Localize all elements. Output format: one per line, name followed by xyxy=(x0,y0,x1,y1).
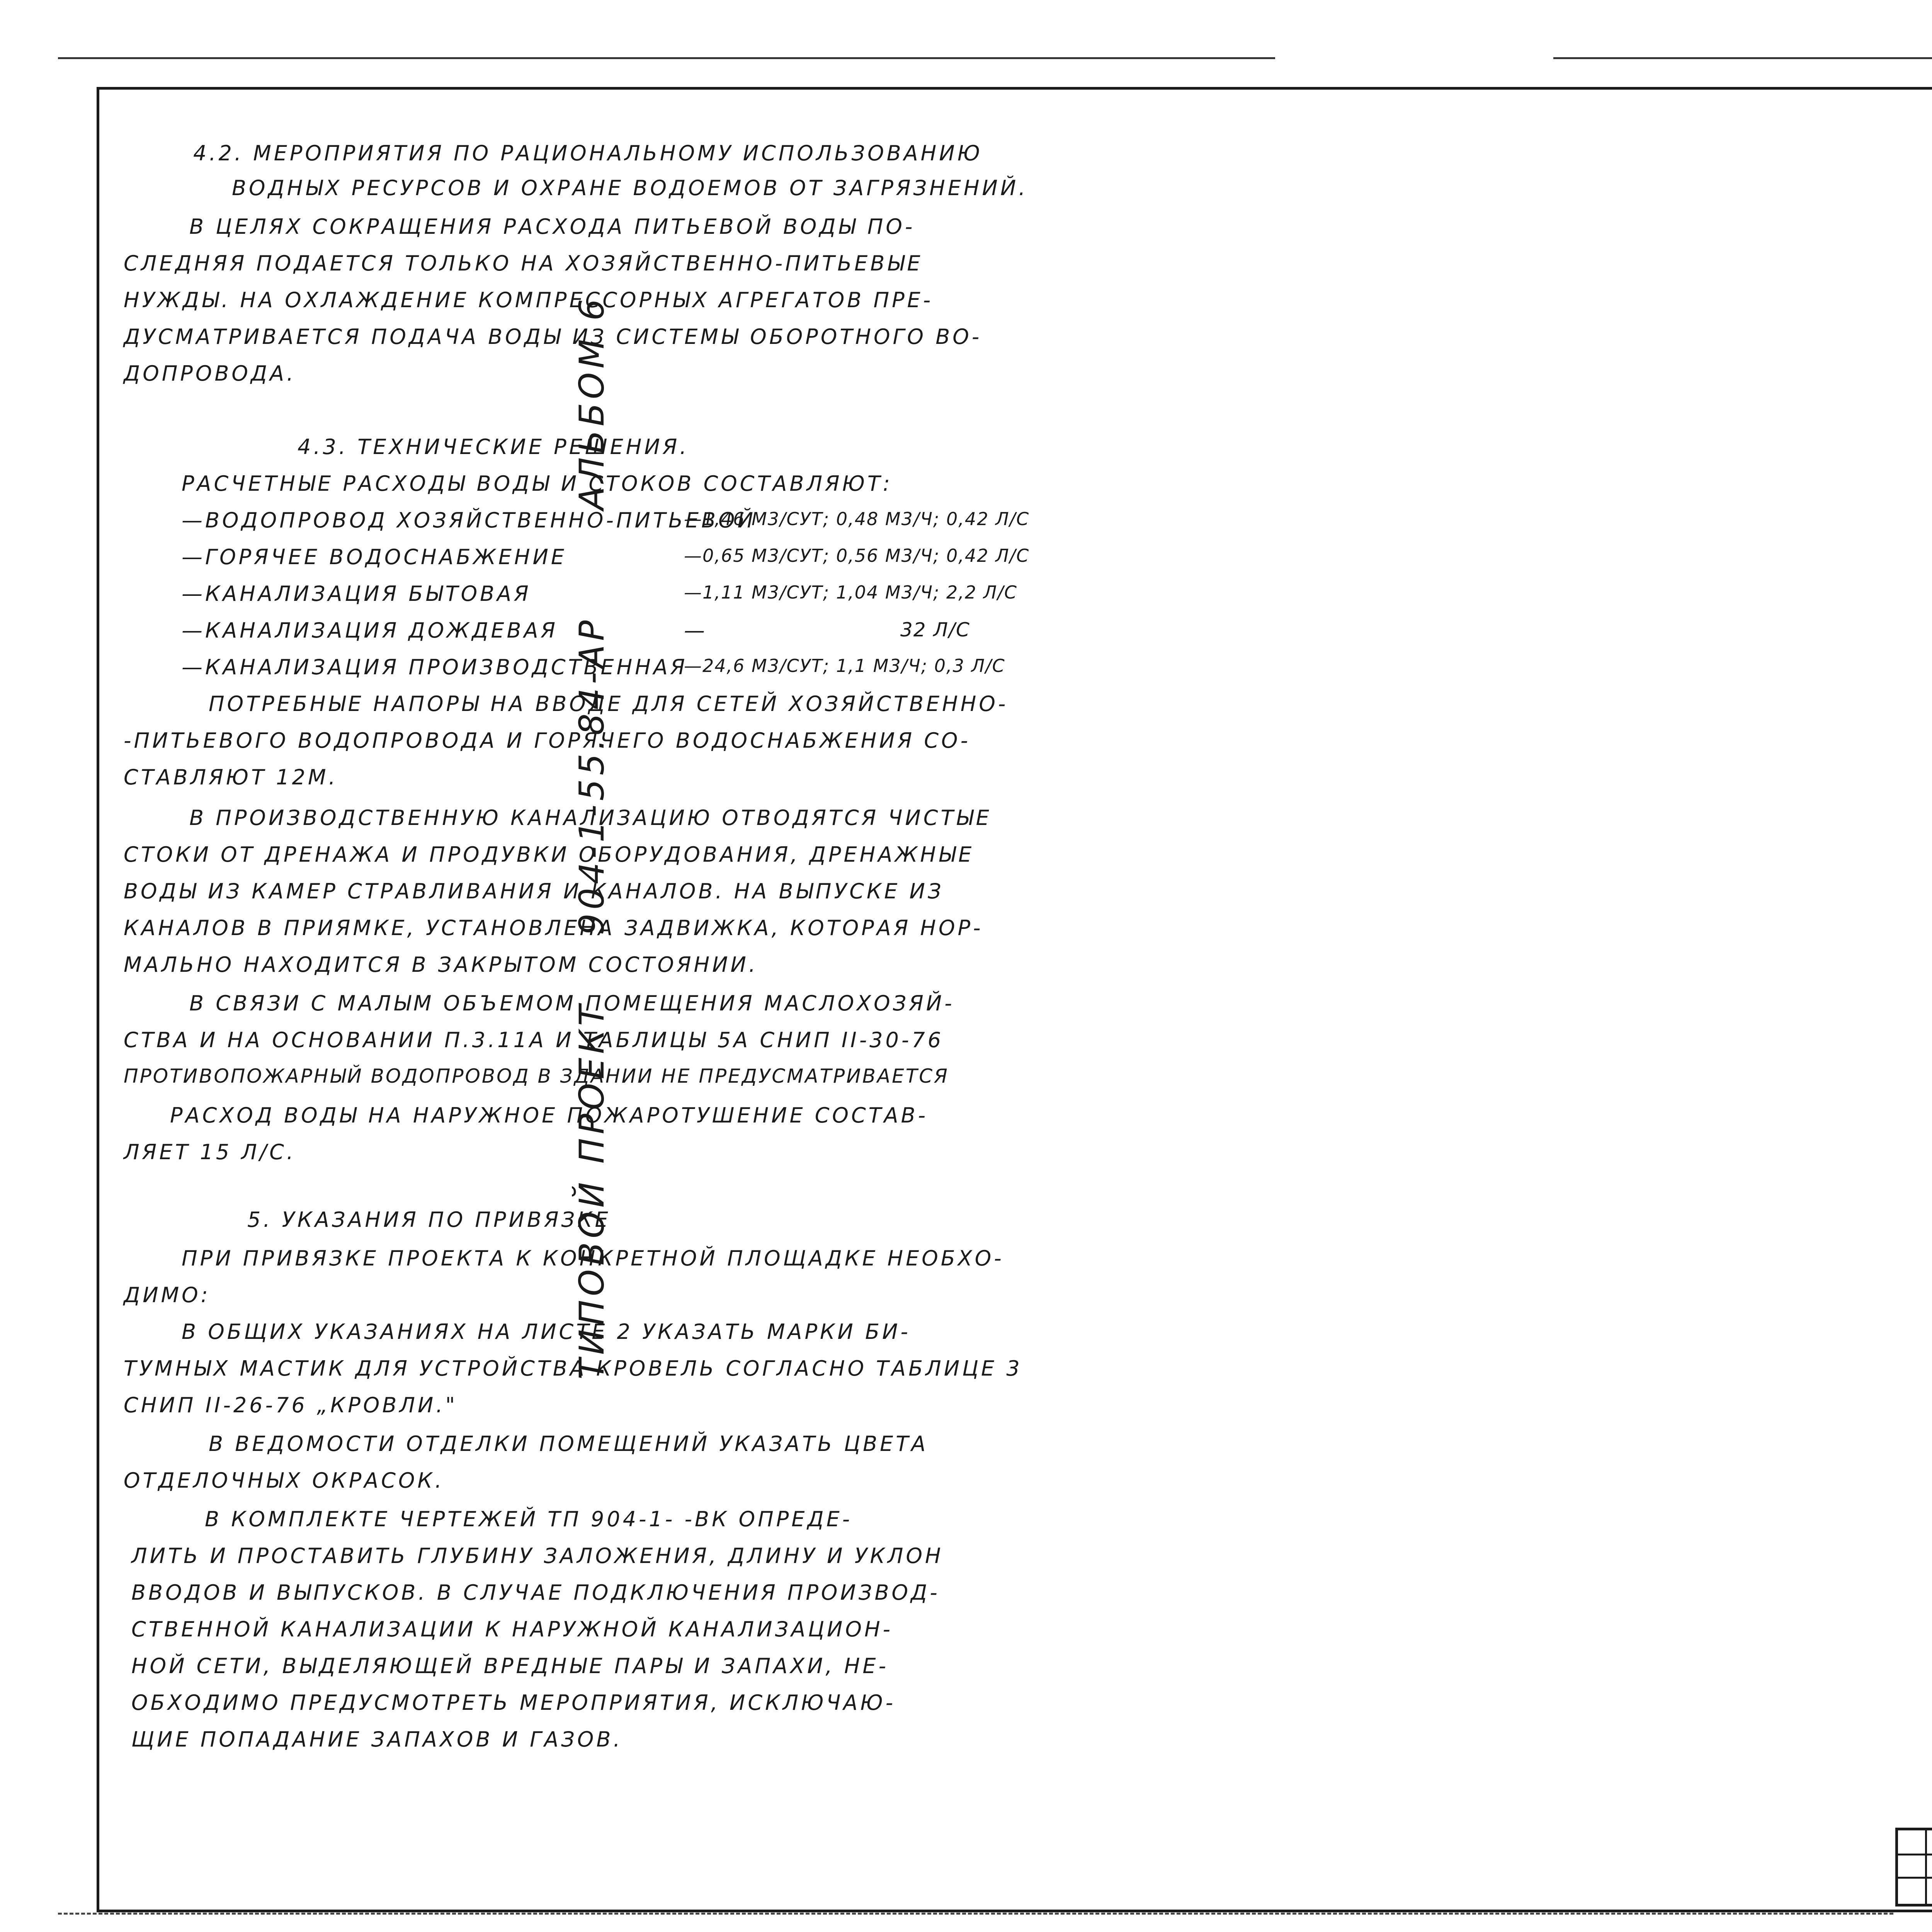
flow-row-name: —КАНАЛИЗАЦИЯ ДОЖДЕВАЯ xyxy=(182,618,558,643)
section-5-line: ЩИЕ ПОПАДАНИЕ ЗАПАХОВ И ГАЗОВ. xyxy=(131,1727,623,1752)
section-4-3-line: В ПРОИЗВОДСТВЕННУЮ КАНАЛИЗАЦИЮ ОТВОДЯТСЯ ЧИСТЫЕ xyxy=(189,806,992,830)
section-4-3-intro: РАСЧЕТНЫЕ РАСХОДЫ ВОДЫ И СТОКОВ СОСТАВЛЯЮТ: xyxy=(182,471,893,496)
top-border-line xyxy=(58,57,1275,59)
section-4-3-title: 4.3. ТЕХНИЧЕСКИЕ РЕШЕНИЯ. xyxy=(298,435,689,459)
section-4-3-line: ВОДЫ ИЗ КАМЕР СТРАВЛИВАНИЯ И КАНАЛОВ. НА ВЫПУСКЕ ИЗ xyxy=(124,879,944,903)
section-4-3-line: ПРОТИВОПОЖАРНЫЙ ВОДОПРОВОД В ЗДАНИИ НЕ ПРЕДУСМАТРИВАЕТСЯ xyxy=(124,1065,949,1087)
flow-row-value: —24,6 М3/СУТ; 1,1 М3/Ч; 0,3 Л/С xyxy=(684,655,1005,676)
section-4-2-line: ДУСМАТРИВАЕТСЯ ПОДАЧА ВОДЫ ИЗ СИСТЕМЫ ОБОРОТНОГО ВО- xyxy=(124,325,982,349)
section-4-2-title-1: 4.2. МЕРОПРИЯТИЯ ПО РАЦИОНАЛЬНОМУ ИСПОЛЬЗОВАНИЮ xyxy=(193,141,983,165)
section-4-3-line: МАЛЬНО НАХОДИТСЯ В ЗАКРЫТОМ СОСТОЯНИИ. xyxy=(124,952,759,977)
section-4-3-line: ЛЯЕТ 15 Л/С. xyxy=(124,1140,296,1164)
section-5-line: ОТДЕЛОЧНЫХ ОКРАСОК. xyxy=(124,1468,444,1493)
sidebar-code: 904-1-55.84-АР xyxy=(572,616,612,935)
section-5-line: В ОБЩИХ УКАЗАНИЯХ НА ЛИСТЕ 2 УКАЗАТЬ МАРКИ БИ- xyxy=(182,1320,911,1344)
flow-row-name: —ВОДОПРОВОД ХОЗЯЙСТВЕННО-ПИТЬЕВОЙ xyxy=(182,508,756,532)
section-5-line: ЛИТЬ И ПРОСТАВИТЬ ГЛУБИНУ ЗАЛОЖЕНИЯ, ДЛИНУ И УКЛОН xyxy=(131,1544,944,1568)
section-4-2-line: НУЖДЫ. НА ОХЛАЖДЕНИЕ КОМПРЕССОРНЫХ АГРЕГАТОВ ПРЕ- xyxy=(124,288,934,312)
section-5-line: В КОМПЛЕКТЕ ЧЕРТЕЖЕЙ ТП 904-1- -ВК ОПРЕДЕ- xyxy=(205,1507,853,1531)
flow-row-name: —КАНАЛИЗАЦИЯ БЫТОВАЯ xyxy=(182,582,531,606)
section-4-3-line: РАСХОД ВОДЫ НА НАРУЖНОЕ ПОЖАРОТУШЕНИЕ СОСТАВ- xyxy=(170,1103,929,1128)
section-4-2-line: ДОПРОВОДА. xyxy=(124,361,296,386)
sidebar-project: ТИПОВОЙ ПРОЕКТ xyxy=(572,1001,612,1379)
section-4-2-title-2: ВОДНЫХ РЕСУРСОВ И ОХРАНЕ ВОДОЕМОВ ОТ ЗАГРЯЗНЕНИЙ. xyxy=(232,176,1028,200)
flow-row-value: —0,65 М3/СУТ; 0,56 М3/Ч; 0,42 Л/С xyxy=(684,545,1030,566)
section-4-3-line: СТОКИ ОТ ДРЕНАЖА И ПРОДУВКИ ОБОРУДОВАНИЯ, ДРЕНАЖНЫЕ xyxy=(124,842,975,867)
sidebar-album: АЛЬБОМ 6 xyxy=(572,295,612,510)
top-border-line-right xyxy=(1553,57,1932,59)
section-5-line: СТВЕННОЙ КАНАЛИЗАЦИИ К НАРУЖНОЙ КАНАЛИЗАЦИОН- xyxy=(131,1617,893,1641)
flow-row-value: —1,11 М3/СУТ; 1,04 М3/Ч; 2,2 Л/С xyxy=(684,582,1018,603)
flow-row-name: —КАНАЛИЗАЦИЯ ПРОИЗВОДСТВЕННАЯ xyxy=(182,655,688,679)
section-4-3-line: В СВЯЗИ С МАЛЫМ ОБЪЕМОМ ПОМЕЩЕНИЯ МАСЛОХОЗЯЙ- xyxy=(189,991,955,1015)
section-5-line: ПРИ ПРИВЯЗКЕ ПРОЕКТА К КОНКРЕТНОЙ ПЛОЩАДКЕ НЕОБХО- xyxy=(182,1246,1004,1270)
section-5-line: НОЙ СЕТИ, ВЫДЕЛЯЮЩЕЙ ВРЕДНЫЕ ПАРЫ И ЗАПАХИ, НЕ- xyxy=(131,1654,889,1678)
section-5-line: ОБХОДИМО ПРЕДУСМОТРЕТЬ МЕРОПРИЯТИЯ, ИСКЛЮЧАЮ- xyxy=(131,1690,896,1715)
section-4-3-line: СТВА И НА ОСНОВАНИИ П.3.11А И ТАБЛИЦЫ 5А СНИП II-30-76 xyxy=(124,1028,944,1052)
section-5-line: В ВЕДОМОСТИ ОТДЕЛКИ ПОМЕЩЕНИЙ УКАЗАТЬ ЦВЕТА xyxy=(209,1432,929,1456)
section-5-line: ТУМНЫХ МАСТИК ДЛЯ УСТРОЙСТВА КРОВЕЛЬ СОГЛАСНО ТАБЛИЦЕ 3 xyxy=(124,1356,1022,1381)
section-5-title: 5. УКАЗАНИЯ ПО ПРИВЯЗКЕ xyxy=(247,1208,611,1232)
bottom-border-line xyxy=(58,1913,1893,1915)
section-5-line: ДИМО: xyxy=(124,1283,211,1307)
section-4-2-line: СЛЕДНЯЯ ПОДАЕТСЯ ТОЛЬКО НА ХОЗЯЙСТВЕННО-ПИТЬЕВЫЕ xyxy=(124,251,923,276)
section-4-3-line: КАНАЛОВ В ПРИЯМКЕ, УСТАНОВЛЕНА ЗАДВИЖКА, КОТОРАЯ НОР- xyxy=(124,916,983,940)
revision-grid xyxy=(1895,1828,1932,1906)
flow-row-extra: 32 Л/С xyxy=(900,619,970,641)
section-4-3-line: ПОТРЕБНЫЕ НАПОРЫ НА ВВОДЕ ДЛЯ СЕТЕЙ ХОЗЯЙСТВЕННО- xyxy=(209,692,1009,716)
section-4-3-line: -ПИТЬЕВОГО ВОДОПРОВОДА И ГОРЯЧЕГО ВОДОСНАБЖЕНИЯ СО- xyxy=(124,728,971,753)
section-4-2-line: В ЦЕЛЯХ СОКРАЩЕНИЯ РАСХОДА ПИТЬЕВОЙ ВОДЫ ПО- xyxy=(189,214,915,239)
section-5-line: СНИП II-26-76 „КРОВЛИ." xyxy=(124,1393,458,1417)
flow-row-name: —ГОРЯЧЕЕ ВОДОСНАБЖЕНИЕ xyxy=(182,545,567,569)
flow-row-value: —1,46 М3/СУТ; 0,48 М3/Ч; 0,42 Л/С xyxy=(684,509,1030,529)
section-4-3-line: СТАВЛЯЮТ 12М. xyxy=(124,765,338,789)
flow-row-value: — xyxy=(684,618,707,643)
section-5-line: ВВОДОВ И ВЫПУСКОВ. В СЛУЧАЕ ПОДКЛЮЧЕНИЯ ПРОИЗВОД- xyxy=(131,1580,940,1605)
